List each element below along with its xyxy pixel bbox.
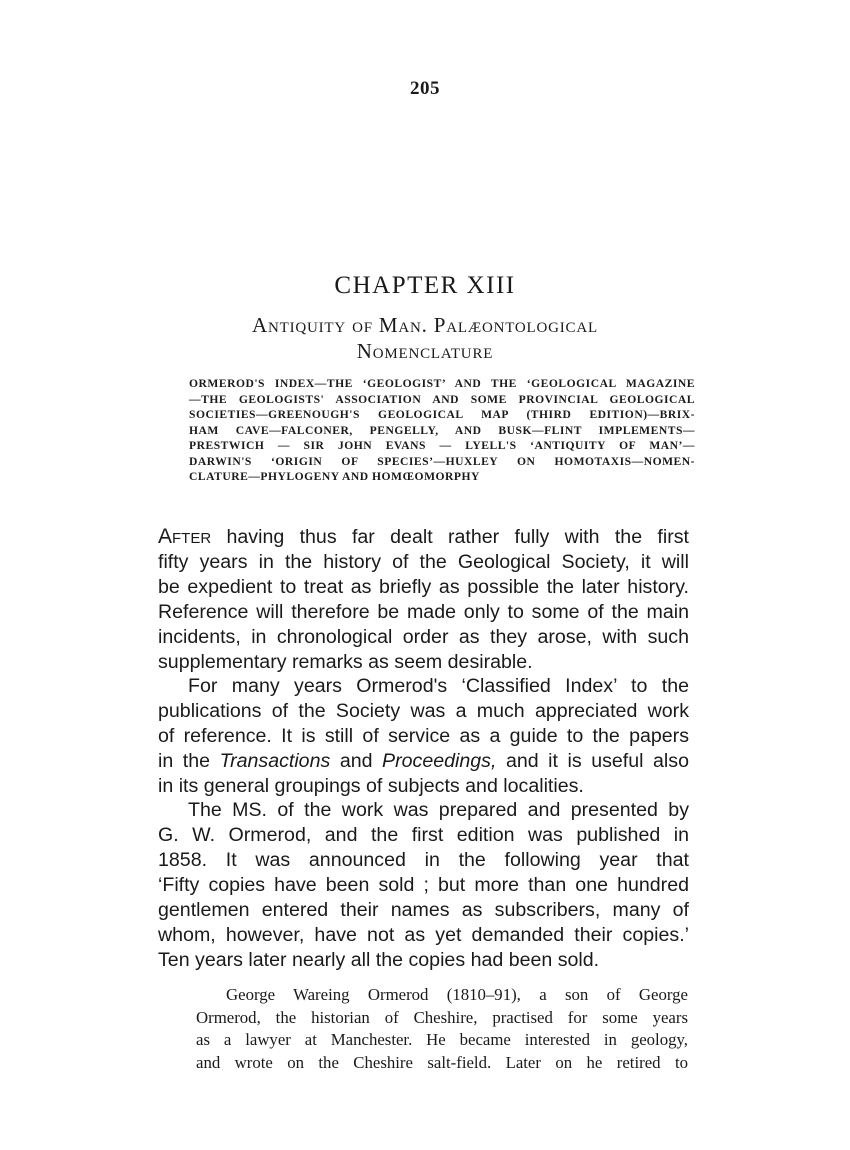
paragraph xyxy=(158,674,689,799)
synopsis-line: DARWIN'S ‘ORIGIN OF SPECIES’—HUXLEY ON HOMOTAXIS—NOMEN- xyxy=(189,454,695,468)
line-text: in the xyxy=(158,750,220,772)
paragraph-line: supplementary remarks as seem desirable. xyxy=(158,651,533,673)
paragraph-line: Reference will therefore be made only to some of the main xyxy=(158,601,689,623)
synopsis-line: CLATURE—PHYLOGENY AND HOMŒOMORPHY xyxy=(189,470,480,483)
paragraph-line: fifty years in the history of the Geological Society, it will xyxy=(158,551,689,573)
paragraph-line: in its general groupings of subjects and localities. xyxy=(158,775,584,797)
lead-word: After xyxy=(158,525,212,548)
chapter-subtitle xyxy=(0,312,850,364)
line-text: having thus far dealt rather fully with the first xyxy=(211,526,689,548)
page-number: 205 xyxy=(410,78,440,99)
paragraph-line: ‘Fifty copies have been sold ; but more than one hundred xyxy=(158,874,689,896)
paragraph-line xyxy=(158,749,689,774)
synopsis-line: ORMEROD'S INDEX—THE ‘GEOLOGIST’ AND THE ‘GEOLOGICAL MAGAZINE xyxy=(189,377,695,390)
footnote-line: George Wareing Ormerod (1810–91), a son of George xyxy=(226,985,688,1004)
italic-title: Transactions xyxy=(219,750,331,772)
paragraph-line: The MS. of the work was prepared and presented by xyxy=(188,799,689,821)
paragraph-line: incidents, in chronological order as they arose, with such xyxy=(158,626,689,648)
chapter-subtitle-line: Nomenclature xyxy=(356,339,494,363)
chapter-title: CHAPTER XIII xyxy=(334,272,516,299)
synopsis-line: HAM CAVE—FALCONER, PENGELLY, AND BUSK—FLINT IMPLEMENTS— xyxy=(189,423,695,437)
chapter-subtitle-line: Antiquity of Man. Palæontological xyxy=(252,313,598,337)
synopsis-line: SOCIETIES—GREENOUGH'S GEOLOGICAL MAP (THIRD EDITION)—BRIX- xyxy=(189,408,695,421)
paragraph-line: 1858. It was announced in the following year that xyxy=(158,849,689,871)
paragraph-line: whom, however, have not as yet demanded their copies.’ xyxy=(158,924,689,946)
footnote xyxy=(196,984,688,1074)
paragraph-line xyxy=(158,524,689,550)
paragraph xyxy=(158,798,689,973)
paragraph-line: For many years Ormerod's ‘Classified Index’ to the xyxy=(188,675,689,697)
line-text: and xyxy=(330,750,383,772)
paragraph-line: Ten years later nearly all the copies had been sold. xyxy=(158,949,600,971)
footnote-line: Ormerod, the historian of Cheshire, practised for some years xyxy=(196,1007,688,1027)
footnote-line: as a lawyer at Manchester. He became interested in geology, xyxy=(196,1030,688,1049)
italic-title: Proceedings, xyxy=(382,750,497,772)
paragraph-line: G. W. Ormerod, and the first edition was published in xyxy=(158,824,689,846)
footnote-line: and wrote on the Cheshire salt-field. Later on he retired to xyxy=(196,1052,688,1072)
synopsis-line: PRESTWICH — SIR JOHN EVANS — LYELL'S ‘ANTIQUITY OF MAN’— xyxy=(189,439,695,452)
line-text: and it is useful also xyxy=(496,750,689,772)
synopsis-line: —THE GEOLOGISTS' ASSOCIATION AND SOME PROVINCIAL GEOLOGICAL xyxy=(189,392,695,406)
chapter-synopsis xyxy=(189,376,695,485)
paragraph xyxy=(158,524,689,675)
paragraph-line: gentlemen entered their names as subscribers, many of xyxy=(158,899,689,921)
paragraph-line: of reference. It is still of service as a guide to the papers xyxy=(158,725,689,747)
paragraph-line: publications of the Society was a much appreciated work xyxy=(158,700,689,722)
paragraph-line: be expedient to treat as briefly as possible the later history. xyxy=(158,576,689,598)
